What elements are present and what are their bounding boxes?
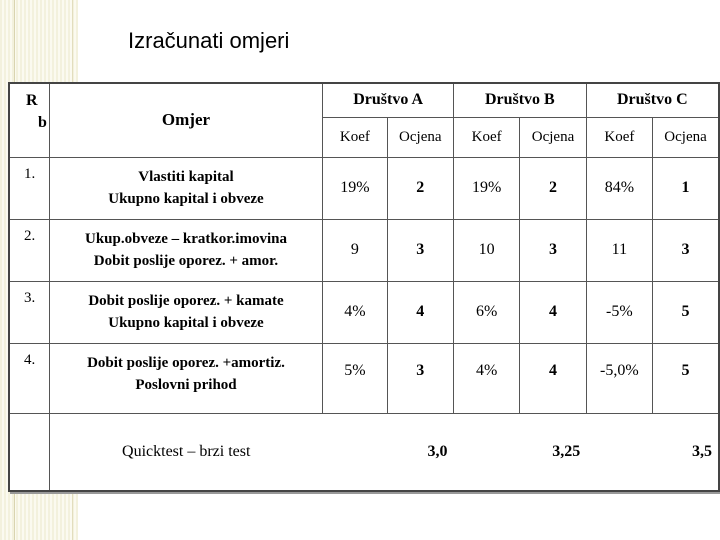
company-a-coef: 4% [323,281,387,343]
company-b-coef: 19% [453,157,519,219]
company-b-coef: 6% [453,281,519,343]
company-c-grade: 1 [653,157,719,219]
rb-header [9,83,49,157]
company-c-coef: 84% [586,157,652,219]
company-a-header: Društvo A [323,83,454,117]
ratio-formula [49,281,323,343]
formula-denominator: Dobit poslije oporez. + amor. [93,253,279,269]
formula-denominator: Ukupno kapital i obveze [108,191,264,207]
formula-numerator: Vlastiti kapital [138,169,234,185]
row-number: 3. [9,281,49,343]
formula-numerator: Ukup.obveze – kratkor.imovina [85,231,287,247]
company-c-grade: 5 [653,343,719,413]
coef-header: Koef [586,117,652,157]
company-b-coef: 10 [453,219,519,281]
company-a-grade: 2 [387,157,453,219]
company-c-grade: 3 [653,219,719,281]
company-a-grade: 3 [387,343,453,413]
company-c-coef: 11 [586,219,652,281]
table-row [9,157,719,219]
table-row [9,281,719,343]
ratio-header: Omjer [49,83,323,157]
grade-header: Ocjena [520,117,586,157]
header-row [9,83,719,117]
table-row [9,219,719,281]
footer-empty [9,413,49,491]
company-c-coef: -5,0% [586,343,652,413]
page-title: Izračunati omjeri [128,28,290,53]
rb-label: b [38,114,47,131]
table-row [9,343,719,413]
company-b-grade: 4 [520,343,586,413]
ratio-formula [49,343,323,413]
coef-header: Koef [453,117,519,157]
ratio-table [8,82,720,492]
company-b-grade: 2 [520,157,586,219]
company-a-grade: 4 [387,281,453,343]
grade-header: Ocjena [653,117,719,157]
company-b-total: 3,25 [453,413,586,491]
company-a-coef: 5% [323,343,387,413]
company-c-header: Društvo C [586,83,719,117]
formula-numerator: Dobit poslije oporez. + kamate [88,293,284,309]
company-b-grade: 4 [520,281,586,343]
footer-row [9,413,719,491]
quicktest-label: Quicktest – brzi test [49,413,323,491]
rb-label: R [26,92,38,109]
ratio-formula [49,219,323,281]
row-number: 2. [9,219,49,281]
company-c-total: 3,5 [586,413,719,491]
company-b-header: Društvo B [453,83,586,117]
row-number: 1. [9,157,49,219]
formula-denominator: Ukupno kapital i obveze [108,315,264,331]
row-number: 4. [9,343,49,413]
company-b-grade: 3 [520,219,586,281]
coef-header: Koef [323,117,387,157]
grade-header: Ocjena [387,117,453,157]
ratio-formula [49,157,323,219]
company-c-coef: -5% [586,281,652,343]
company-b-coef: 4% [453,343,519,413]
company-a-coef: 9 [323,219,387,281]
company-a-coef: 19% [323,157,387,219]
formula-denominator: Poslovni prihod [135,376,237,393]
company-a-total: 3,0 [323,413,454,491]
formula-numerator: Dobit poslije oporez. +amortiz. [87,354,285,371]
company-c-grade: 5 [653,281,719,343]
company-a-grade: 3 [387,219,453,281]
